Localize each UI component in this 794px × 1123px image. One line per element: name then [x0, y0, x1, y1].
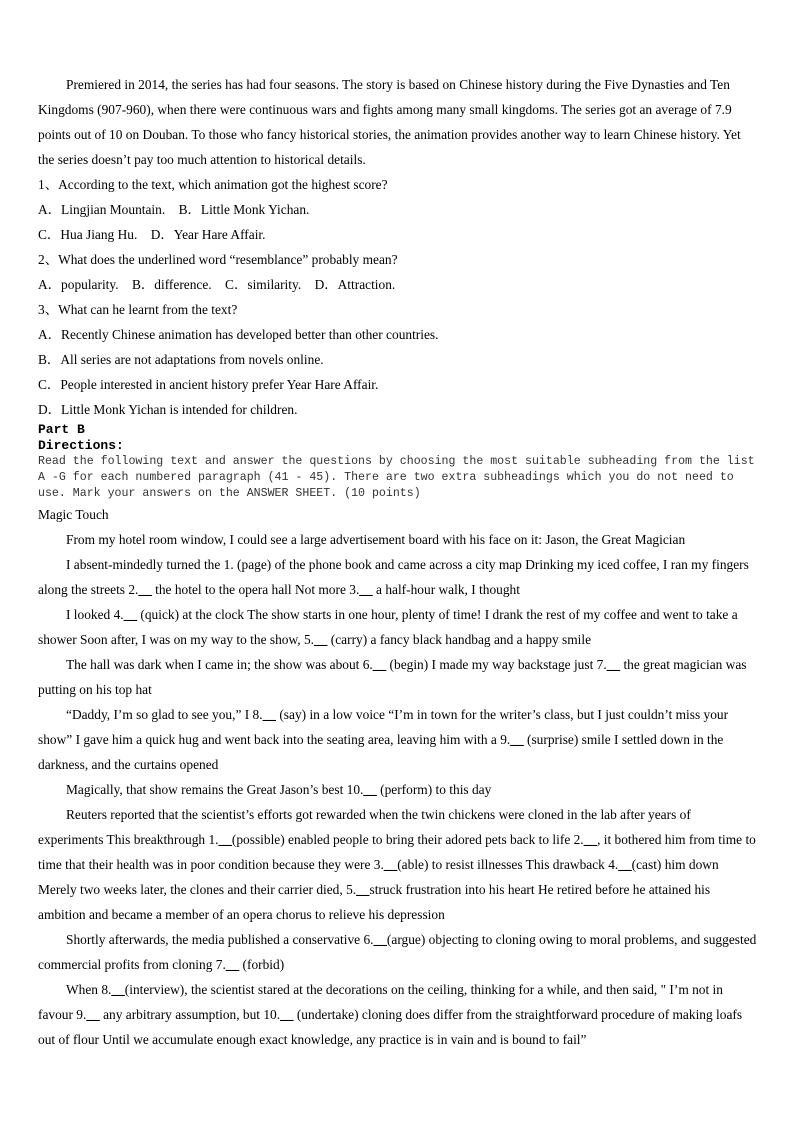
blank-gap: __ — [372, 657, 387, 672]
text-run: (able) to resist illnesses This drawback 4. — [397, 857, 619, 872]
blank-gap: __ — [225, 957, 240, 972]
answer-option: D．Little Monk Yichan is intended for children. — [38, 402, 298, 417]
text-run: (carry) a fancy black handbag and a happy smile — [327, 632, 592, 647]
text-run: “Daddy, I’m so glad to see you,” I 8. — [66, 707, 263, 722]
blank-gap: __ — [510, 732, 524, 747]
magic-paragraph-6 — [38, 777, 758, 802]
text-run: Magically, that show remains the Great Jason’s best 10. — [66, 782, 364, 797]
text-run: I looked 4. — [66, 607, 124, 622]
answer-options-line: C．Hua Jiang Hu. D．Year Hare Affair. — [38, 227, 266, 242]
answer-options-line: A．Lingjian Mountain. B．Little Monk Yichan. — [38, 202, 310, 217]
question-1 — [38, 172, 758, 247]
text-run: (cast) him down Merely two weeks later, the clones and their carrier died, 5. — [38, 857, 719, 897]
blank-gap: __ — [86, 1007, 100, 1022]
blank-gap: __ — [314, 632, 328, 647]
blank-gap: __ — [218, 832, 232, 847]
part-b-title: Part B — [38, 422, 85, 437]
magic-paragraph-5 — [38, 702, 758, 777]
text-run: Shortly afterwards, the media published a conservative 6. — [66, 932, 374, 947]
blank-gap: __ — [262, 707, 276, 722]
answer-options-line: A．popularity. B．difference. C．similarity. D．Attraction. — [38, 277, 396, 292]
text-run: (surprise) smile I settled down in the darkness, and the curtains opened — [38, 732, 724, 772]
part-b-section — [38, 422, 758, 502]
blank-gap: __ — [280, 1007, 294, 1022]
blank-gap: __ — [583, 832, 598, 847]
blank-gap: __ — [363, 782, 377, 797]
blank-gap: __ — [618, 857, 632, 872]
question-stem: 2、What does the underlined word “resemblance” probably mean? — [38, 252, 398, 267]
text-run: (forbid) — [239, 957, 285, 972]
text-run: (interview), the scientist stared at the decorations on the ceiling, thinking for a while, and then said, " I’m not in favour 9. — [38, 982, 723, 1022]
blank-gap: __ — [123, 607, 138, 622]
text-run: (possible) enabled people to bring their adored pets back to life 2. — [231, 832, 584, 847]
text-run: the hotel to the opera hall Not more 3. — [151, 582, 360, 597]
text-run: When 8. — [66, 982, 112, 997]
question-2 — [38, 247, 758, 297]
document-page — [38, 72, 758, 1052]
text-run: struck frustration into his heart He retired before he attained his ambition and became a member of an opera chorus to relieve his depression — [38, 882, 711, 922]
text-run: a half-hour walk, I thought — [372, 582, 520, 597]
magic-paragraph-1: From my hotel room window, I could see a large advertisement board with his face on it: Jason, the Great Magician — [66, 532, 686, 547]
directions-text: Read the following text and answer the questions by choosing the most suitable subheading from the list A -G for each numbered paragraph (41 - 45). There are two extra subheadings which you do not need to use. Mark your answers on the ANSWER SHEET. (10 points) — [38, 455, 755, 500]
question-3 — [38, 297, 758, 422]
text-run: (argue) objecting to cloning owing to moral problems, and suggested commercial profits from cloning 7. — [38, 932, 757, 972]
blank-gap: __ — [373, 932, 387, 947]
text-run: the great magician was putting on his top hat — [38, 657, 747, 697]
text-run: , it bothered him from time to time that their health was in poor condition because they were 3. — [38, 832, 756, 872]
blank-gap: __ — [359, 582, 373, 597]
question-stem: 3、What can he learnt from the text? — [38, 302, 238, 317]
text-run: (undertake) cloning does differ from the straightforward procedure of making loafs out of flour Until we accumulate enough exact knowledge, any practice is in vain and is bound to fail” — [38, 1007, 743, 1047]
blank-gap: __ — [606, 657, 621, 672]
text-run: (perform) to this day — [376, 782, 492, 797]
text-run: The hall was dark when I came in; the show was about 6. — [66, 657, 373, 672]
question-stem: 1、According to the text, which animation got the highest score? — [38, 177, 388, 192]
clone-paragraph-3 — [38, 977, 758, 1052]
text-run: (begin) I made my way backstage just 7. — [386, 657, 607, 672]
text-run: (quick) at the clock The show starts in one hour, plenty of time! I drank the rest of my coffee and went to take a shower Soon after, I was on my way to the show, 5. — [38, 607, 738, 647]
text-run: (say) in a low voice “I’m in town for the writer’s class, but I just couldn’t miss your show” I gave him a quick hug and went back into the seating area, leaving him with a 9. — [38, 707, 729, 747]
intro-paragraph: Premiered in 2014, the series has had four seasons. The story is based on Chinese history during the Five Dynasties and Ten Kingdoms (907-960), when there were continuous wars and fights among many small kingdoms. The series got an average of 7.9 points out of 10 on Douban. To those who fancy historical stories, the animation provides another way to learn Chinese history. Yet the series doesn’t pay too much attention to historical details. — [38, 77, 741, 167]
answer-option: A．Recently Chinese animation has developed better than other countries. — [38, 327, 439, 342]
magic-paragraph-4 — [38, 652, 758, 702]
passage-title: Magic Touch — [38, 507, 109, 522]
blank-gap: __ — [138, 582, 152, 597]
answer-option: C．People interested in ancient history prefer Year Hare Affair. — [38, 377, 379, 392]
clone-paragraph-1 — [38, 802, 758, 927]
answer-option: B．All series are not adaptations from novels online. — [38, 352, 324, 367]
blank-gap: __ — [356, 882, 370, 897]
blank-gap: __ — [111, 982, 125, 997]
text-run: any arbitrary assumption, but 10. — [99, 1007, 281, 1022]
text-run: I absent-mindedly turned the 1. (page) of the phone book and came across a city map Drinking my iced coffee, I ran my fingers along the streets 2. — [38, 557, 749, 597]
directions-label: Directions: — [38, 438, 124, 453]
magic-paragraph-3 — [38, 602, 758, 652]
clone-paragraph-2 — [38, 927, 758, 977]
magic-paragraph-2 — [38, 552, 758, 602]
blank-gap: __ — [383, 857, 398, 872]
text-run: Reuters reported that the scientist’s efforts got rewarded when the twin chickens were cloned in the lab after years of experiments This breakthrough 1. — [38, 807, 691, 847]
